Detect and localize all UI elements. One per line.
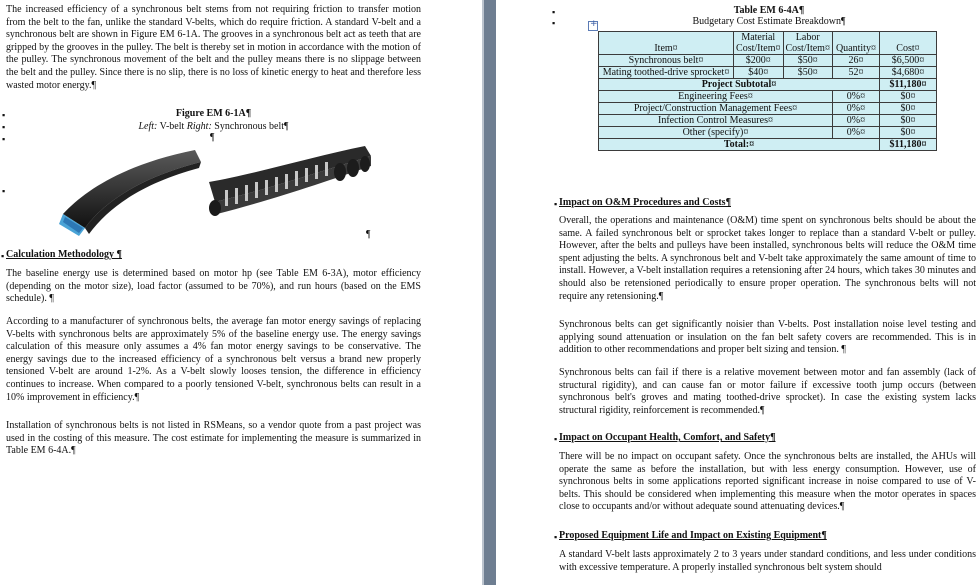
paragraph-mark: ▪ [552,18,556,28]
table-title: Table EM 6-4A¶ [733,5,805,16]
row-labor-cost: $50¤ [783,55,832,67]
fee-percent: 0%¤ [832,127,879,139]
paragraph-mark: ▪ [554,199,558,209]
fee-percent: 0%¤ [832,103,879,115]
right-page [497,0,979,585]
header-labor-cost: Labor Cost/Item¤ [783,32,832,55]
intro-paragraph: The increased efficiency of a synchronous belt stems from not requiring friction to transfer motion from the belt to the fan, unlike the standard V-belts, which do require friction. A standard V-belt and a synchronous belt are shown in Figure EM 6-1A. The grooves in a synchronous belt act as teeth that are gripped by the grooves in the pulley. The belt is thereby set in motion in accordance with the motion of the pulley. The synchronous movement of the belt and the pulley means there is no slippage between the belt and the pulley. Since there is no slip, there is no loss of kinetic energy to heat and therefore less wasted motor energy.¶ [6,4,421,91]
om-paragraph-2: Synchronous belts can get significantly noisier than V-belts. Post installation noise level testing and applying sound attenuation or insulation on the fan belt safety covers are recommended. This is in addition to other recommendations and proper belt sizing and tension. ¶ [559,319,976,356]
fee-value: $0¤ [879,127,936,139]
header-material-cost: Material Cost/Item¤ [734,32,783,55]
equipment-paragraph: A standard V-belt lasts approximately 2 to 3 years under standard conditions, and less under conditions with excessive temperature. A properly installed synchronous belt system should [559,549,976,573]
calc-paragraph-1: The baseline energy use is determined based on motor hp (see Table EM 6-3A), motor efficiency (depending on the motor size), load factor (assumed to be 70%), and run hours (based on the EMS schedule). ¶ [6,268,421,305]
total-label: Total:¤ [599,139,880,151]
caption-right-label: Right: [186,121,212,132]
project-subtotal-row [599,79,937,91]
caption-vbelt: V-belt [157,121,187,132]
fee-label: Project/Construction Management Fees¤ [599,103,833,115]
row-item: Mating toothed-drive sprocket¤ [599,67,734,79]
v-belt-image [55,142,205,238]
paragraph-mark: ▪ [2,134,6,144]
occupant-heading: Impact on Occupant Health, Comfort, and Safety¶ [559,432,776,443]
fee-value: $0¤ [879,91,936,103]
row-material-cost: $40¤ [734,67,783,79]
fee-value: $0¤ [879,103,936,115]
total-value: $11,180¤ [879,139,936,151]
total-row [599,139,937,151]
fee-value: $0¤ [879,115,936,127]
table-row [599,55,937,67]
table-row [599,67,937,79]
header-cost: Cost¤ [879,32,936,55]
paragraph-mark: ▪ [1,251,5,261]
fee-label: Engineering Fees¤ [599,91,833,103]
paragraph-mark: ▪ [2,110,6,120]
row-material-cost: $200¤ [734,55,783,67]
caption-sync: Synchronous belt¶ [211,121,289,132]
fee-row [599,103,937,115]
figure-caption [0,121,427,132]
caption-left-label: Left: [138,121,158,132]
fee-row [599,91,937,103]
fee-percent: 0%¤ [832,115,879,127]
row-quantity: 52¤ [832,67,879,79]
project-subtotal-value: $11,180¤ [879,79,936,91]
calc-methodology-heading: Calculation Methodology ¶ [6,249,122,260]
paragraph-mark: ▪ [552,7,556,17]
pilcrow: ¶ [366,229,371,240]
calc-paragraph-3: Installation of synchronous belts is not listed in RSMeans, so a vendor quote from a past project was used in the costing of this measure. The cost estimate for implementing the measure is summarized in Table EM 6-4A.¶ [6,420,421,457]
fee-label: Other (specify)¤ [599,127,833,139]
row-cost: $4,680¤ [879,67,936,79]
cost-estimate-table [598,31,937,151]
fee-row [599,115,937,127]
om-heading: Impact on O&M Procedures and Costs¶ [559,197,731,208]
paragraph-mark: ▪ [2,122,6,132]
paragraph-mark: ▪ [2,186,6,196]
occupant-paragraph: There will be no impact on occupant safety. Once the synchronous belts are installed, the AHUs will operate the same as before the installation, but with less energy consumption. However, use of synchronous belts in some applications reported significant increase in noise compared to use of V-belts. This should be considered when implementing this measure when the motor operates in spaces close to occupants and/or without adequate sound attenuating devices.¶ [559,451,976,513]
header-item: Item¤ [599,32,734,55]
project-subtotal-label: Project Subtotal¤ [599,79,880,91]
row-labor-cost: $50¤ [783,67,832,79]
table-move-handle-icon[interactable] [588,21,598,31]
header-quantity: Quantity¤ [832,32,879,55]
pilcrow: ¶ [210,132,215,143]
row-item: Synchronous belt¤ [599,55,734,67]
fee-row [599,127,937,139]
row-cost: $6,500¤ [879,55,936,67]
fee-label: Infection Control Measures¤ [599,115,833,127]
om-paragraph-1: Overall, the operations and maintenance (O&M) time spent on synchronous belts should be about the same. A failed synchronous belt or sprocket takes longer to replace than a standard V-belt or pulley. However, after the belts and pulleys have been installed, synchronous belts will reduce the O&M time spent adjusting the belts. A synchronous belt and V-belt take approximately the same amount of time to install. However, a V-belt installation requires a retensioning after 24 hours, which takes 30 minutes and should also be retensioned periodically to ensure proper operation. The synchronous belts will not require any retensioning.¶ [559,215,976,302]
left-page [0,0,427,585]
page-divider-bar [484,0,496,585]
synchronous-belt-image [205,142,375,220]
fee-percent: 0%¤ [832,91,879,103]
table-header-row [599,32,937,55]
paragraph-mark: ▪ [554,434,558,444]
equipment-heading: Proposed Equipment Life and Impact on Existing Equipment¶ [559,530,827,541]
row-quantity: 26¤ [832,55,879,67]
om-paragraph-3: Synchronous belts can fail if there is a relative movement between motor and fan assembly (lack of structural rigidity), and can cause fan or motor failure if excessive tooth jump occurs (between synchronous belt's groves and mating toothed-drive sprocket). In case the existing system lacks structural rigidity, reinforcement is recommended.¶ [559,367,976,416]
figure-title: Figure EM 6-1A¶ [175,108,252,119]
calc-paragraph-2: According to a manufacturer of synchronous belts, the average fan motor energy savings of replacing V-belts with synchronous belts are approximately 5% of the baseline energy use. The energy savings calculation of this measure only assumes a 4% fan motor energy savings to be conservative. The energy savings due to the increased efficiency of a synchronous belt versus a brand new properly tensioned V-belt are around 1-2%. As a V-belt slowly looses tension, the difference in efficiency continues to increase. When compared to a poorly tensioned V-belt, synchronous belts can result in a 10% improvement in efficiency.¶ [6,316,421,403]
table-subtitle: Budgetary Cost Estimate Breakdown¶ [692,16,846,27]
paragraph-mark: ▪ [554,532,558,542]
